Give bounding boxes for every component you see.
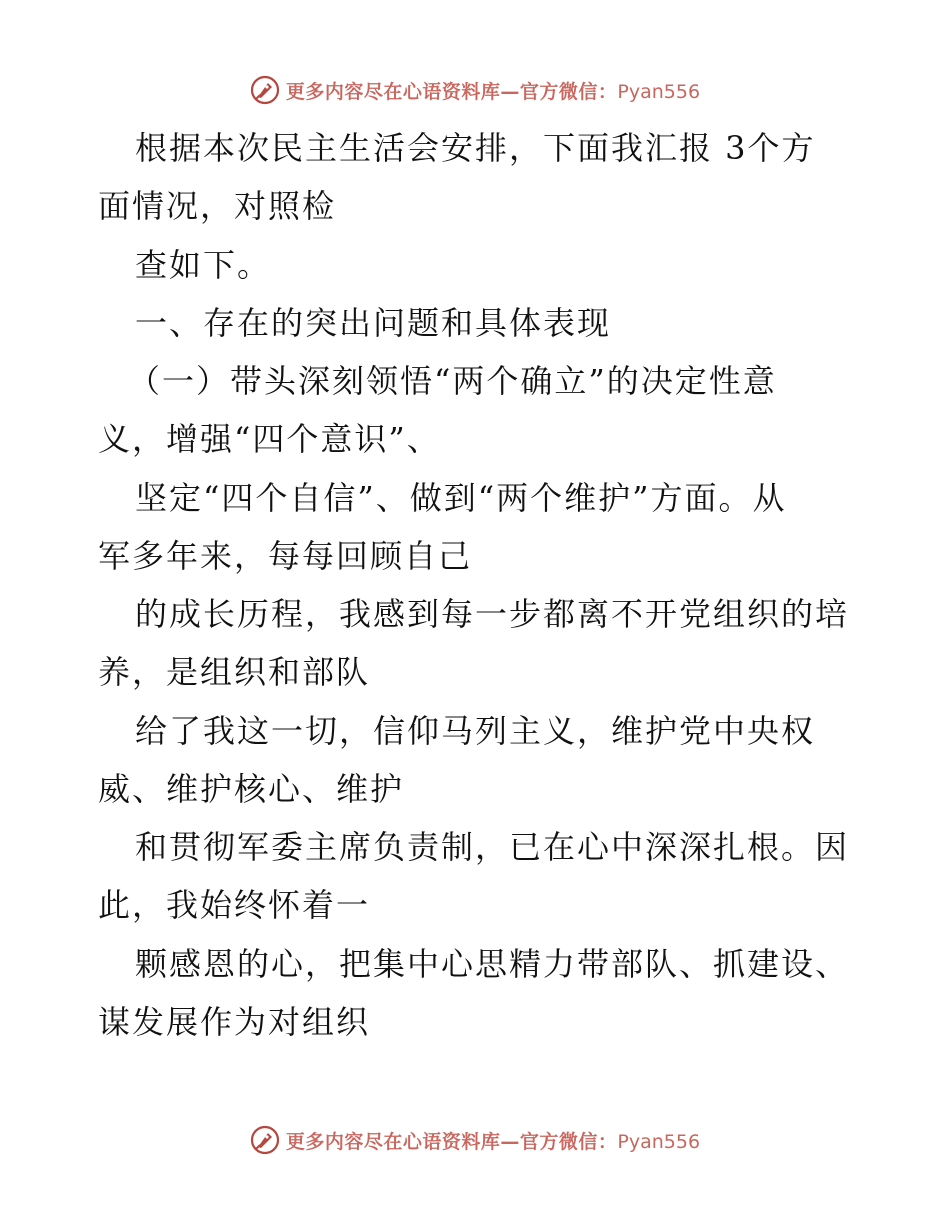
banner-label: 更多内容尽在心语资料库—官方微信： bbox=[285, 80, 618, 103]
wechat-id: Pyan556 bbox=[617, 1130, 701, 1153]
body-line: 和贯彻军委主席负责制，已在心中深深扎根。因 bbox=[135, 828, 850, 866]
banner-label: 更多内容尽在心语资料库—官方微信： bbox=[285, 1130, 618, 1153]
body-line: 面情况，对照检 bbox=[98, 187, 337, 225]
body-line: 给了我这一切，信仰马列主义，维护党中央权 bbox=[135, 712, 816, 750]
body-line: 谋发展作为对组织 bbox=[98, 1003, 371, 1041]
body-line: 的成长历程，我感到每一步都离不开党组织的培 bbox=[135, 595, 850, 633]
body-line: 坚定“四个自信”、做到“两个维护”方面。从 bbox=[135, 479, 787, 517]
body-line: 根据本次民主生活会安排，下面我汇报 3个方 bbox=[135, 129, 816, 167]
subsection-heading: （一）带头深刻领悟“两个确立”的决定性意 bbox=[128, 362, 777, 400]
body-line: 威、维护核心、维护 bbox=[98, 770, 405, 808]
header-banner bbox=[0, 70, 950, 110]
footer-banner bbox=[0, 1120, 950, 1160]
section-heading: 一、存在的突出问题和具体表现 bbox=[135, 304, 612, 342]
body-line: 此，我始终怀着一 bbox=[98, 886, 371, 924]
body-line: 颗感恩的心，把集中心思精力带部队、抓建设、 bbox=[135, 945, 850, 983]
pen-nib-logo-icon bbox=[250, 1125, 280, 1155]
wechat-id: Pyan556 bbox=[617, 80, 701, 103]
body-line: 查如下。 bbox=[135, 246, 272, 284]
body-line: 军多年来，每每回顾自己 bbox=[98, 537, 473, 575]
body-line: 义，增强“四个意识”、 bbox=[98, 420, 441, 458]
pen-nib-logo-icon bbox=[250, 75, 280, 105]
banner-text bbox=[286, 77, 700, 104]
banner-text bbox=[286, 1127, 700, 1154]
body-line: 养，是组织和部队 bbox=[98, 653, 371, 691]
